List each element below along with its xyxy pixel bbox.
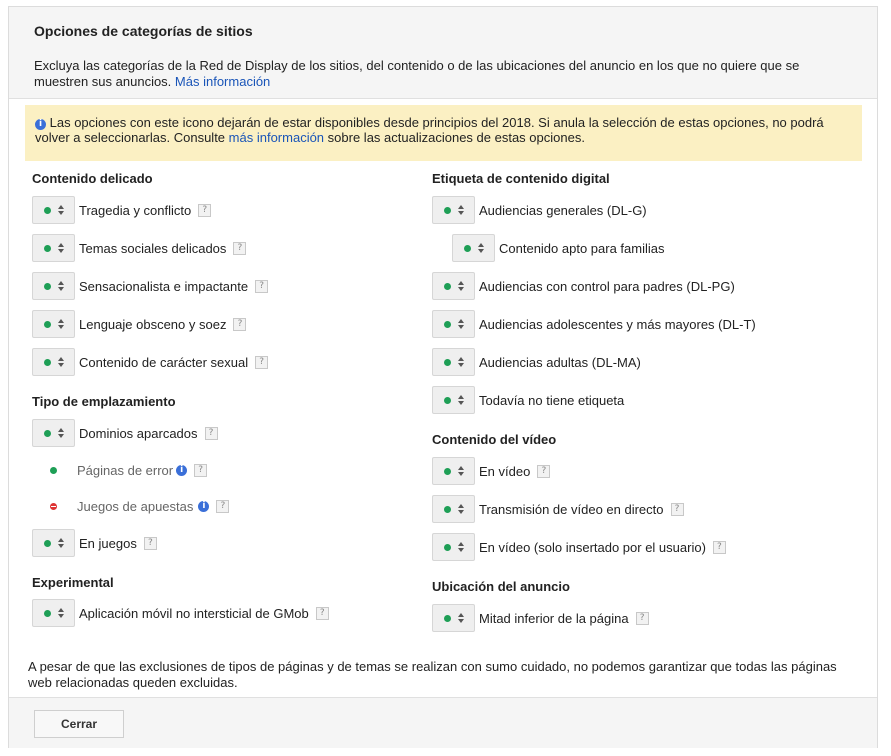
included-dot-icon — [444, 544, 451, 551]
included-dot-icon — [444, 468, 451, 475]
up-down-arrows-icon — [58, 319, 64, 329]
option-label: Contenido de carácter sexual — [79, 354, 249, 370]
option-label: Mitad inferior de la página — [479, 610, 629, 626]
dialog-footer — [9, 697, 877, 748]
excluded-dot-icon — [50, 503, 57, 510]
option-label: En vídeo — [479, 463, 531, 479]
dialog-description — [34, 58, 824, 90]
help-icon[interactable]: ? — [144, 537, 157, 550]
option-label: Páginas de error — [77, 462, 174, 478]
site-category-options-dialog — [8, 6, 878, 748]
option-row — [432, 272, 735, 300]
option-label: En juegos — [79, 535, 137, 551]
up-down-arrows-icon — [458, 205, 464, 215]
option-label: Contenido apto para familias — [499, 240, 665, 256]
option-row — [432, 457, 550, 485]
up-down-arrows-icon — [58, 608, 64, 618]
notice-text-1: Las opciones con este icono dejarán de estar disponibles desde principios del 2018. Si anula la selección de estas opciones, no podrá volver a seleccionarlas. Consulte — [35, 115, 824, 145]
option-label: En vídeo (solo insertado por el usuario) — [479, 539, 706, 555]
dialog-title: Opciones de categorías de sitios — [34, 23, 253, 39]
option-row-nested — [452, 234, 665, 262]
dialog-header — [9, 7, 877, 99]
option-toggle[interactable] — [32, 419, 75, 447]
option-label: Sensacionalista e impactante — [79, 278, 249, 294]
option-row — [432, 196, 647, 224]
option-toggle[interactable] — [432, 196, 475, 224]
option-toggle[interactable] — [432, 386, 475, 414]
option-label: Lenguaje obsceno y soez — [79, 316, 227, 332]
included-dot-icon — [444, 283, 451, 290]
option-row — [432, 348, 641, 376]
option-row-deprecated — [32, 492, 229, 520]
option-label: Audiencias con control para padres (DL-PG) — [479, 278, 735, 294]
included-dot-icon — [44, 321, 51, 328]
option-row — [432, 604, 649, 632]
deprecation-notice — [25, 105, 862, 161]
up-down-arrows-icon — [458, 319, 464, 329]
option-toggle[interactable] — [432, 457, 475, 485]
option-status[interactable] — [32, 467, 75, 474]
notice-text-2: sobre las actualizaciones de estas opciones. — [327, 130, 585, 145]
option-row — [32, 272, 268, 300]
option-label: Audiencias adultas (DL-MA) — [479, 354, 641, 370]
section-title-digital-label: Etiqueta de contenido digital — [432, 171, 610, 186]
help-icon[interactable]: ? — [255, 356, 268, 369]
included-dot-icon — [444, 207, 451, 214]
section-title-video: Contenido del vídeo — [432, 432, 557, 447]
description-text: Excluya las categorías de la Red de Display de los sitios, del contenido o de las ubicaciones del anuncio en los que no quiere que se muestren sus anuncios. — [34, 58, 800, 89]
option-toggle[interactable] — [32, 234, 75, 262]
option-toggle[interactable] — [432, 533, 475, 561]
notice-more-info-link[interactable]: más información — [228, 130, 325, 145]
up-down-arrows-icon — [458, 504, 464, 514]
included-dot-icon — [464, 245, 471, 252]
included-dot-icon — [44, 245, 51, 252]
disclaimer-text: A pesar de que las exclusiones de tipos de páginas y de temas se realizan con sumo cuidado, no podemos garantizar que todas las páginas web relacionadas queden excluidas. — [28, 659, 837, 690]
help-icon[interactable]: ? — [205, 427, 218, 440]
option-row — [32, 529, 157, 557]
included-dot-icon — [444, 506, 451, 513]
option-row — [432, 495, 684, 523]
up-down-arrows-icon — [458, 613, 464, 623]
info-icon: i — [35, 119, 46, 130]
option-row — [32, 599, 329, 627]
up-down-arrows-icon — [58, 243, 64, 253]
included-dot-icon — [444, 359, 451, 366]
option-toggle[interactable] — [452, 234, 495, 262]
option-row-deprecated — [32, 456, 207, 484]
option-label: Juegos de apuestas — [77, 498, 194, 514]
option-label: Dominios aparcados — [79, 425, 198, 441]
option-toggle[interactable] — [32, 310, 75, 338]
option-toggle[interactable] — [32, 272, 75, 300]
help-icon[interactable]: ? — [316, 607, 329, 620]
up-down-arrows-icon — [458, 357, 464, 367]
included-dot-icon — [44, 430, 51, 437]
help-icon[interactable]: ? — [255, 280, 268, 293]
option-row — [32, 310, 246, 338]
option-row — [32, 419, 218, 447]
option-label: Aplicación móvil no intersticial de GMob — [79, 605, 309, 621]
option-row — [32, 234, 246, 262]
up-down-arrows-icon — [58, 428, 64, 438]
option-toggle[interactable] — [32, 348, 75, 376]
option-row — [32, 196, 211, 224]
included-dot-icon — [50, 467, 57, 474]
option-label: Todavía no tiene etiqueta — [479, 392, 625, 408]
option-label: Audiencias generales (DL-G) — [479, 202, 647, 218]
option-toggle[interactable] — [432, 310, 475, 338]
option-label: Audiencias adolescentes y más mayores (DL-T) — [479, 316, 756, 332]
up-down-arrows-icon — [58, 357, 64, 367]
option-row — [432, 386, 624, 414]
option-row — [32, 348, 268, 376]
help-icon[interactable]: ? — [233, 318, 246, 331]
option-label: Transmisión de vídeo en directo — [479, 501, 664, 517]
up-down-arrows-icon — [458, 281, 464, 291]
close-button[interactable]: Cerrar — [34, 710, 124, 738]
info-icon: i — [176, 465, 187, 476]
up-down-arrows-icon — [458, 466, 464, 476]
up-down-arrows-icon — [58, 538, 64, 548]
help-icon[interactable]: ? — [537, 465, 550, 478]
option-toggle[interactable] — [432, 604, 475, 632]
help-icon[interactable]: ? — [198, 204, 211, 217]
option-label: Temas sociales delicados — [79, 240, 227, 256]
up-down-arrows-icon — [478, 243, 484, 253]
section-title-placement: Tipo de emplazamiento — [32, 394, 176, 409]
option-status[interactable] — [32, 503, 75, 510]
option-toggle[interactable] — [432, 272, 475, 300]
option-label: Tragedia y conflicto — [79, 202, 192, 218]
included-dot-icon — [44, 610, 51, 617]
more-info-link[interactable]: Más información — [174, 74, 271, 89]
section-title-ad-location: Ubicación del anuncio — [432, 579, 570, 594]
help-icon[interactable]: ? — [216, 500, 229, 513]
included-dot-icon — [44, 283, 51, 290]
up-down-arrows-icon — [458, 542, 464, 552]
help-icon[interactable]: ? — [194, 464, 207, 477]
help-icon[interactable]: ? — [713, 541, 726, 554]
included-dot-icon — [444, 321, 451, 328]
section-title-sensitive: Contenido delicado — [32, 171, 153, 186]
help-icon[interactable]: ? — [671, 503, 684, 516]
included-dot-icon — [444, 615, 451, 622]
option-toggle[interactable] — [432, 348, 475, 376]
info-icon: i — [198, 501, 209, 512]
included-dot-icon — [44, 540, 51, 547]
included-dot-icon — [44, 359, 51, 366]
section-title-experimental: Experimental — [32, 575, 114, 590]
help-icon[interactable]: ? — [636, 612, 649, 625]
option-toggle[interactable] — [32, 529, 75, 557]
option-toggle[interactable] — [32, 599, 75, 627]
included-dot-icon — [444, 397, 451, 404]
help-icon[interactable]: ? — [233, 242, 246, 255]
option-toggle[interactable] — [432, 495, 475, 523]
option-row — [432, 533, 726, 561]
option-toggle[interactable] — [32, 196, 75, 224]
up-down-arrows-icon — [458, 395, 464, 405]
included-dot-icon — [44, 207, 51, 214]
up-down-arrows-icon — [58, 281, 64, 291]
up-down-arrows-icon — [58, 205, 64, 215]
option-row — [432, 310, 756, 338]
